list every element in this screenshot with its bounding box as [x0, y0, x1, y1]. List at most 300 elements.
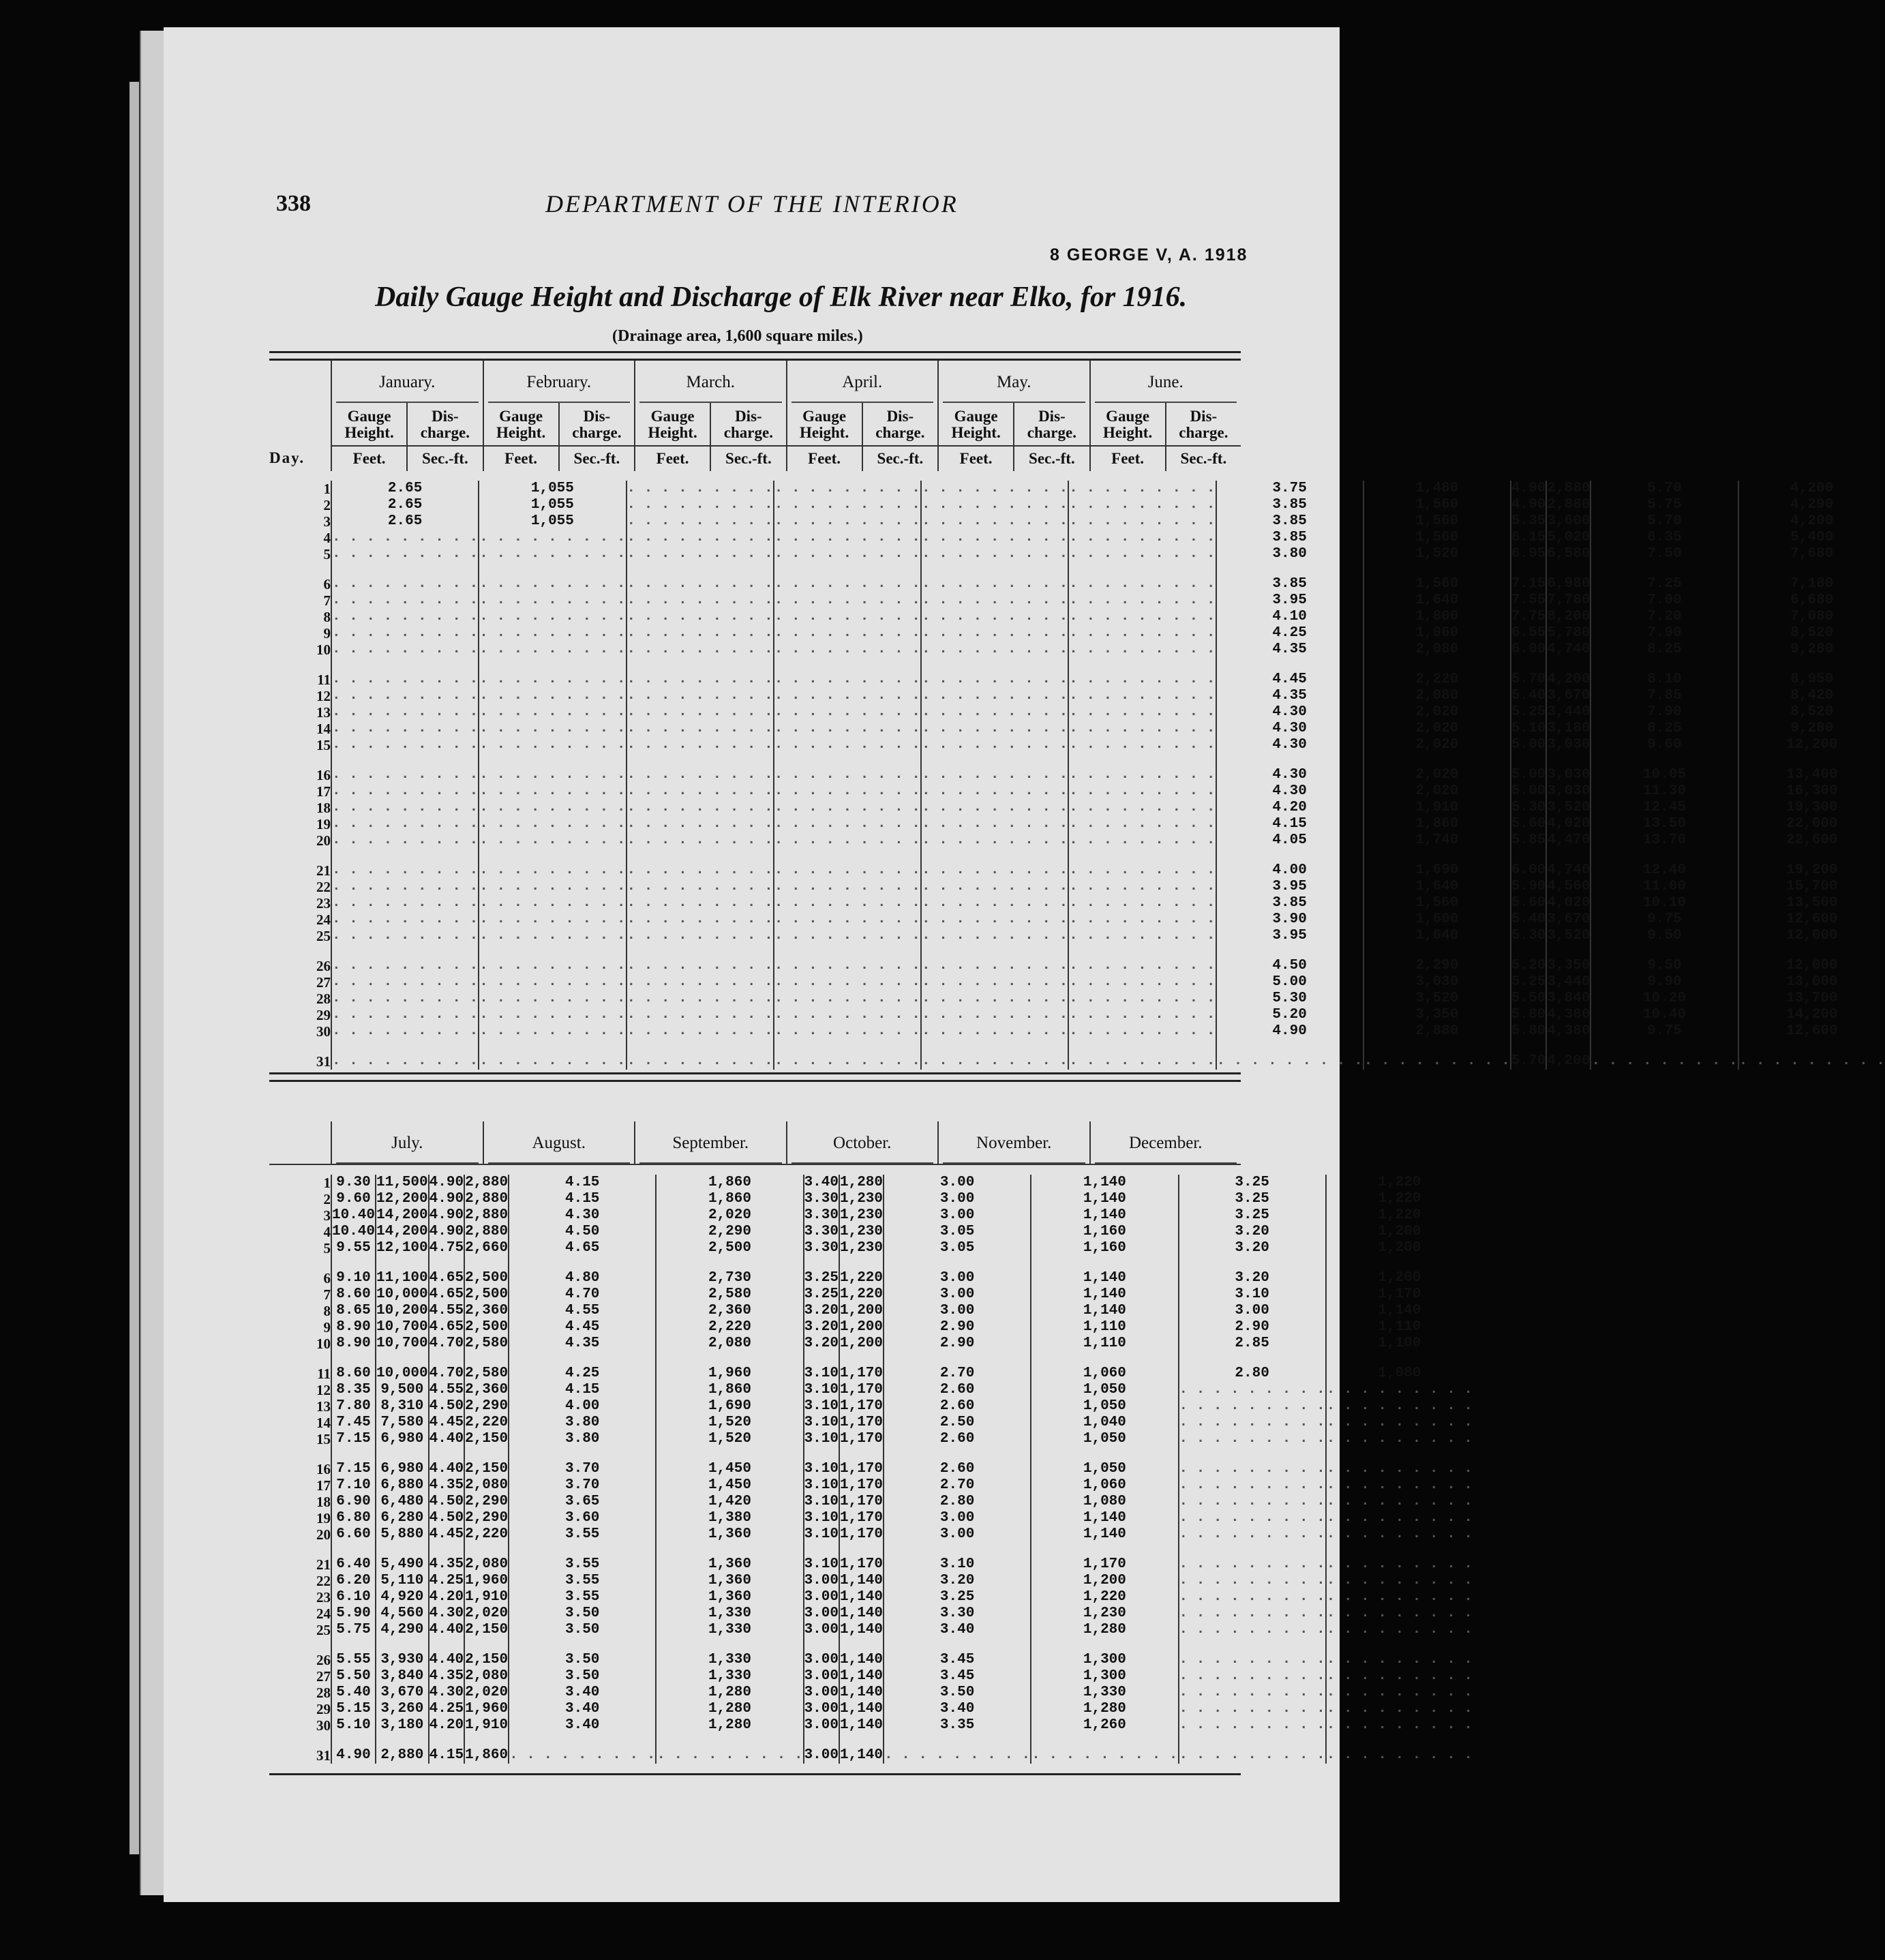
group-gap	[922, 849, 1068, 862]
empty-cell: . . . . . . . . .	[922, 513, 1068, 529]
gauge-value: 12.40	[1643, 862, 1687, 878]
discharge-value: 19,300	[1786, 800, 1838, 815]
gauge-height-label: Gauge Height.	[1103, 408, 1153, 441]
empty-cell: . . . . . . . . .	[774, 958, 920, 974]
empty-cell: . . . . . . . . .	[922, 1007, 1068, 1023]
gauge-value: 2.70	[939, 1477, 975, 1493]
discharge-value: 4,200	[1547, 672, 1590, 687]
discharge-column	[1738, 481, 1885, 1070]
group-gap	[1547, 1040, 1590, 1053]
discharge-value: 1,690	[1415, 862, 1459, 878]
gauge-value: 3.50	[564, 1668, 600, 1684]
discharge-value: 7,780	[1547, 592, 1590, 608]
empty-cell: . . . . . . . . .	[479, 800, 626, 815]
discharge-value: 8,520	[1790, 625, 1834, 641]
gauge-value: 4.05	[1272, 832, 1307, 848]
gauge-column	[1217, 481, 1363, 1070]
discharge-value: 1,740	[1415, 832, 1459, 848]
day-number: 21	[316, 1556, 331, 1573]
discharge-value: 1,280	[708, 1701, 751, 1717]
discharge-value: 1,860	[1415, 816, 1459, 832]
empty-cell: . . . . . . . . .	[1363, 1053, 1510, 1069]
discharge-value: 5,400	[1790, 530, 1834, 545]
empty-cell: . . . . . . . . .	[1069, 862, 1216, 878]
discharge-value: 4,290	[1790, 497, 1834, 513]
feet-label: Feet.	[787, 445, 862, 471]
group-gap	[1327, 1352, 1473, 1366]
group-gap	[627, 562, 773, 576]
month-values-1	[331, 481, 626, 1070]
discharge-value: 4,380	[1547, 1023, 1590, 1039]
empty-cell: . . . . . . . . .	[922, 895, 1068, 911]
gauge-value: 3.10	[804, 1461, 839, 1477]
discharge-value: 1,220	[1083, 1589, 1126, 1605]
day-number: 1	[323, 481, 331, 497]
empty-cell: . . . . . . . . .	[922, 991, 1068, 1006]
day-number: 19	[316, 816, 331, 832]
gauge-value: 4.35	[564, 1336, 600, 1351]
empty-cell: . . . . . . . . .	[627, 737, 773, 753]
group-gap	[1179, 1638, 1325, 1652]
discharge-value: 1,360	[708, 1556, 751, 1572]
group-gap	[332, 1638, 375, 1652]
day-number: 26	[316, 1652, 331, 1668]
discharge-value: 1,690	[708, 1398, 751, 1414]
empty-cell: . . . . . . . . .	[479, 576, 626, 592]
empty-cell: . . . . . . . . .	[1069, 530, 1216, 545]
gauge-value: 4.75	[429, 1240, 464, 1256]
empty-cell: . . . . . . . . .	[1069, 481, 1216, 496]
group-gap	[657, 1447, 802, 1461]
gauge-value: 2.65	[387, 513, 423, 529]
group-gap	[1547, 658, 1590, 672]
discharge-value: 1,860	[708, 1382, 751, 1398]
group-gap	[840, 1734, 883, 1747]
group-gap	[429, 1734, 464, 1747]
empty-cell: . . . . . . . . .	[1179, 1668, 1325, 1684]
page	[164, 27, 1885, 1902]
discharge-value: 2,150	[465, 1461, 509, 1477]
discharge-value: 1,200	[840, 1303, 884, 1318]
discharge-value: 12,600	[1786, 911, 1838, 927]
gauge-value: 8.35	[336, 1382, 371, 1398]
discharge-value: 1,060	[1083, 1477, 1126, 1493]
group-gap	[269, 1734, 331, 1747]
discharge-value: 1,200	[1378, 1270, 1421, 1286]
empty-cell: . . . . . . . . .	[627, 497, 773, 513]
secft-label: Sec.-ft.	[862, 445, 937, 471]
discharge-value: 10,000	[376, 1366, 428, 1381]
group-gap	[1069, 562, 1215, 576]
gauge-value: 3.10	[804, 1382, 839, 1398]
gauge-value: 6.95	[1511, 546, 1546, 562]
gauge-value: 6.00	[1511, 862, 1546, 878]
gauge-value: 3.10	[804, 1366, 839, 1381]
day-number: 16	[316, 1461, 331, 1477]
day-number: 3	[323, 513, 331, 530]
empty-cell: . . . . . . . . .	[627, 592, 773, 608]
gauge-value: 4.35	[429, 1477, 464, 1493]
discharge-value: 6,580	[1547, 546, 1590, 562]
discharge-value: 1,910	[1415, 800, 1459, 815]
day-number: 20	[316, 1526, 331, 1543]
group-gap	[884, 1543, 1030, 1556]
month-name: January.	[336, 361, 479, 403]
discharge-value: 1,110	[1378, 1319, 1421, 1335]
group-gap	[376, 1734, 428, 1747]
gauge-value: 9.75	[1647, 1023, 1682, 1039]
discharge-value: 1,080	[1083, 1494, 1126, 1509]
gauge-value: 6.35	[1647, 530, 1682, 545]
day-number: 25	[316, 928, 331, 944]
empty-cell: . . . . . . . . .	[1069, 832, 1216, 848]
discharge-value: 4,380	[1547, 1007, 1590, 1023]
discharge-value: 2,290	[708, 1224, 751, 1239]
month-values-3	[508, 1175, 803, 1764]
empty-cell: . . . . . . . . .	[1179, 1652, 1325, 1668]
empty-cell: . . . . . . . . .	[1326, 1526, 1473, 1542]
day-number: 11	[317, 1366, 331, 1382]
empty-cell: . . . . . . . . .	[774, 974, 920, 990]
discharge-value: 4,200	[1790, 513, 1834, 529]
gauge-value: 3.90	[1272, 911, 1307, 927]
group-gap	[922, 1040, 1068, 1053]
discharge-value: 2,080	[708, 1336, 751, 1351]
column-subheaders	[1091, 403, 1241, 445]
discharge-value: 1,220	[1378, 1207, 1421, 1223]
discharge-value: 1,140	[1083, 1191, 1126, 1207]
empty-cell: . . . . . . . . .	[922, 530, 1068, 545]
empty-cell: . . . . . . . . .	[332, 958, 479, 974]
secft-label: Sec.-ft.	[710, 445, 785, 471]
day-number: 3	[323, 1207, 331, 1224]
gauge-value: 2.80	[1235, 1366, 1269, 1381]
gauge-value: 5.20	[1272, 1007, 1307, 1023]
discharge-value: 2,880	[1547, 481, 1590, 496]
empty-cell: . . . . . . . . .	[1069, 800, 1216, 815]
gauge-value: 2.90	[939, 1319, 975, 1335]
day-number: 16	[316, 767, 331, 783]
discharge-value: 1,280	[708, 1717, 751, 1733]
empty-cell: . . . . . . . . .	[774, 546, 920, 562]
discharge-value: 2,660	[465, 1240, 509, 1256]
discharge-value: 1,170	[840, 1382, 884, 1398]
discharge-value: 11,100	[376, 1270, 428, 1286]
discharge-value: 7,180	[1790, 576, 1834, 592]
gauge-value: 4.45	[1272, 672, 1307, 687]
gauge-value: 3.40	[804, 1175, 839, 1190]
discharge-label: Dis- charge.	[862, 403, 937, 445]
gauge-value: 3.70	[564, 1461, 600, 1477]
day-number: 5	[323, 1240, 331, 1256]
group-gap	[657, 1256, 802, 1270]
group-gap	[332, 1256, 375, 1270]
discharge-value: 1,230	[840, 1207, 884, 1223]
gauge-value: 9.30	[336, 1175, 371, 1190]
gauge-value: 5.80	[1511, 1007, 1546, 1023]
discharge-value: 2,580	[465, 1336, 509, 1351]
discharge-value: 3,030	[1547, 737, 1590, 753]
day-number: 31	[316, 1053, 331, 1070]
group-gap	[1547, 849, 1590, 862]
discharge-value: 1,055	[530, 481, 574, 496]
empty-cell: . . . . . . . . .	[332, 800, 479, 815]
discharge-value: 2,020	[1415, 767, 1459, 783]
group-gap	[774, 1040, 920, 1053]
gauge-value: 5.10	[1511, 721, 1546, 736]
gauge-value: 3.20	[1235, 1270, 1269, 1286]
gauge-value: 3.85	[1272, 576, 1307, 592]
gauge-height-label: Gauge Height.	[800, 408, 849, 441]
gauge-value: 3.10	[804, 1431, 839, 1447]
day-number: 17	[316, 783, 331, 800]
group-gap	[1591, 1040, 1737, 1053]
month-name: October.	[791, 1121, 934, 1164]
day-number: 10	[316, 642, 331, 658]
discharge-value: 1,560	[1415, 530, 1459, 545]
group-gap	[804, 1734, 839, 1747]
empty-cell: . . . . . . . . .	[774, 481, 920, 496]
gauge-value: 7.00	[1647, 592, 1682, 608]
empty-cell: . . . . . . . . .	[627, 816, 773, 832]
gauge-value: 3.20	[804, 1319, 839, 1335]
day-number: 13	[316, 1398, 331, 1415]
discharge-value: 9,280	[1790, 642, 1834, 657]
empty-cell: . . . . . . . . .	[479, 767, 626, 783]
gauge-value: 4.20	[1272, 800, 1307, 815]
gauge-value: 5.80	[1511, 1023, 1546, 1039]
discharge-value: 1,140	[1083, 1510, 1126, 1526]
gauge-value: 4.15	[564, 1382, 600, 1398]
group-gap	[332, 1734, 375, 1747]
discharge-value: 4,200	[1790, 481, 1834, 496]
empty-cell: . . . . . . . . .	[922, 609, 1068, 624]
group-gap	[1217, 562, 1363, 576]
group-gap	[479, 1040, 625, 1053]
group-gap	[1511, 562, 1545, 576]
gauge-value: 4.15	[564, 1175, 600, 1190]
gauge-value: 6.90	[336, 1494, 371, 1509]
discharge-value: 1,560	[1415, 895, 1459, 911]
gauge-value: 3.30	[804, 1224, 839, 1239]
empty-cell: . . . . . . . . .	[479, 862, 626, 878]
discharge-value: 4,200	[1547, 1053, 1590, 1069]
gauge-height-label: Gauge Height.	[648, 408, 697, 441]
month-header-1	[331, 361, 483, 471]
empty-cell: . . . . . . . . .	[922, 672, 1068, 687]
empty-cell: . . . . . . . . .	[774, 576, 920, 592]
day-number: 30	[316, 1717, 331, 1734]
discharge-value: 1,140	[1083, 1526, 1126, 1542]
discharge-value: 2,220	[465, 1415, 509, 1430]
discharge-value: 13,000	[1786, 974, 1838, 990]
gauge-value: 3.25	[1235, 1175, 1269, 1190]
group-gap	[269, 944, 331, 958]
discharge-value: 1,140	[840, 1605, 884, 1621]
column-subheaders	[787, 403, 938, 445]
gauge-value: 8.60	[336, 1366, 371, 1381]
gauge-column	[1511, 481, 1545, 1070]
group-gap	[884, 1638, 1030, 1652]
discharge-value: 1,520	[708, 1415, 751, 1430]
group-gap	[1069, 753, 1215, 767]
empty-cell: . . . . . . . . .	[774, 688, 920, 704]
gauge-value: 3.00	[804, 1668, 839, 1684]
gauge-value: 5.90	[1511, 879, 1546, 894]
discharge-value: 3,180	[380, 1717, 424, 1733]
header-row	[269, 1121, 1241, 1164]
group-gap	[840, 1638, 883, 1652]
empty-cell: . . . . . . . . .	[1326, 1382, 1473, 1398]
gauge-value: 5.60	[1511, 895, 1546, 911]
discharge-value: 8,420	[1790, 688, 1834, 704]
gauge-value: 4.65	[429, 1270, 464, 1286]
month-values-6	[1178, 1175, 1473, 1764]
gauge-value: 3.00	[1235, 1303, 1269, 1318]
discharge-value: 2,020	[1415, 737, 1459, 753]
discharge-value: 1,910	[465, 1717, 509, 1733]
empty-cell: . . . . . . . . .	[1326, 1685, 1473, 1700]
group-gap	[332, 944, 478, 958]
discharge-value: 3,180	[1547, 721, 1590, 736]
day-number: 26	[316, 958, 331, 974]
group-gap	[1031, 1638, 1177, 1652]
discharge-value: 1,140	[840, 1652, 884, 1668]
gauge-value: 5.40	[1511, 911, 1546, 927]
group-gap	[922, 658, 1068, 672]
discharge-value: 1,170	[840, 1415, 884, 1430]
group-gap	[269, 849, 331, 862]
discharge-value: 1,220	[840, 1286, 884, 1302]
group-gap	[627, 753, 773, 767]
discharge-value: 2,080	[465, 1556, 509, 1572]
month-name: April.	[791, 361, 934, 403]
gauge-value: 4.30	[1272, 721, 1307, 736]
empty-cell: . . . . . . . . .	[1069, 1007, 1216, 1023]
discharge-value: 1,520	[708, 1431, 751, 1447]
gauge-value: 3.20	[1235, 1240, 1269, 1256]
discharge-label: Dis- charge.	[710, 403, 785, 445]
day-number: 17	[316, 1477, 331, 1494]
feet-label: Feet.	[484, 445, 558, 471]
discharge-value: 2,580	[465, 1366, 509, 1381]
gauge-value: 5.00	[1511, 783, 1546, 799]
units-row	[939, 445, 1089, 471]
discharge-value: 1,055	[530, 497, 574, 513]
day-number: 18	[316, 1494, 331, 1510]
gauge-value: 7.85	[1647, 688, 1682, 704]
gauge-value: 13.50	[1643, 816, 1687, 832]
discharge-value: 1,450	[708, 1461, 751, 1477]
empty-cell: . . . . . . . . .	[922, 688, 1068, 704]
gauge-value: 3.05	[939, 1224, 975, 1239]
day-number: 12	[316, 688, 331, 704]
empty-cell: . . . . . . . . .	[1069, 642, 1216, 657]
discharge-value: 5,110	[380, 1573, 424, 1588]
empty-cell: . . . . . . . . .	[332, 895, 479, 911]
gauge-value: 4.90	[429, 1224, 464, 1239]
empty-cell: . . . . . . . . .	[1069, 991, 1216, 1006]
gauge-value: 3.10	[804, 1477, 839, 1493]
empty-cell: . . . . . . . . .	[774, 1007, 920, 1023]
day-number: 21	[316, 862, 331, 879]
discharge-value: 2,150	[465, 1622, 509, 1638]
gauge-value: 5.70	[1647, 513, 1682, 529]
discharge-value: 2,080	[1415, 688, 1459, 704]
discharge-value: 12,000	[1786, 958, 1838, 974]
empty-cell: . . . . . . . . .	[774, 497, 920, 513]
day-number: 22	[316, 1573, 331, 1589]
group-gap	[465, 1256, 508, 1270]
gauge-value: 7.75	[1511, 609, 1546, 624]
empty-cell: . . . . . . . . .	[332, 546, 479, 562]
group-gap	[840, 1543, 883, 1556]
empty-cell: . . . . . . . . .	[627, 911, 773, 927]
empty-cell: . . . . . . . . .	[1179, 1510, 1325, 1526]
day-number: 9	[323, 1319, 331, 1336]
discharge-value: 1,960	[1415, 625, 1459, 641]
empty-cell: . . . . . . . . .	[922, 737, 1068, 753]
day-column-spacer	[269, 1121, 331, 1164]
discharge-value: 2,290	[465, 1494, 509, 1509]
gauge-value: 4.35	[429, 1556, 464, 1572]
group-gap	[774, 849, 920, 862]
empty-cell: . . . . . . . . .	[1069, 737, 1216, 753]
discharge-column	[375, 1175, 428, 1764]
group-gap	[1511, 944, 1545, 958]
header-row	[269, 361, 1241, 471]
gauge-column	[332, 481, 478, 1070]
month-name: February.	[488, 361, 631, 403]
discharge-value: 9,500	[380, 1382, 424, 1398]
gauge-value: 4.70	[429, 1366, 464, 1381]
gauge-value: 6.00	[1511, 642, 1546, 657]
gauge-value: 3.00	[939, 1526, 975, 1542]
group-gap	[465, 1543, 508, 1556]
empty-cell: . . . . . . . . .	[1179, 1589, 1325, 1605]
empty-cell: . . . . . . . . .	[1069, 911, 1216, 927]
empty-cell: . . . . . . . . .	[332, 672, 479, 687]
empty-cell: . . . . . . . . .	[922, 928, 1068, 944]
group-gap	[1179, 1447, 1325, 1461]
empty-cell: . . . . . . . . .	[479, 928, 626, 944]
discharge-value: 1,260	[1083, 1717, 1126, 1733]
gauge-value: 4.90	[429, 1207, 464, 1223]
empty-cell: . . . . . . . . .	[922, 497, 1068, 513]
group-gap	[1591, 944, 1737, 958]
empty-cell: . . . . . . . . .	[627, 991, 773, 1006]
group-gap	[479, 562, 625, 576]
gauge-value: 8.90	[336, 1319, 371, 1335]
empty-cell: . . . . . . . . .	[332, 1007, 479, 1023]
group-gap	[1069, 658, 1215, 672]
gauge-value: 3.00	[939, 1303, 975, 1318]
empty-cell: . . . . . . . . .	[627, 672, 773, 687]
discharge-column	[839, 1175, 883, 1764]
gauge-value: 3.10	[1235, 1286, 1269, 1302]
discharge-value: 10,000	[376, 1286, 428, 1302]
gauge-height-label: Gauge Height.	[496, 408, 546, 441]
gauge-value: 3.00	[939, 1510, 975, 1526]
table-body	[269, 1164, 1473, 1764]
gauge-value: 4.90	[1511, 497, 1546, 513]
group-gap	[1364, 658, 1510, 672]
empty-cell: . . . . . . . . .	[332, 1053, 479, 1069]
gauge-value: 2.60	[939, 1431, 975, 1447]
empty-cell: . . . . . . . . .	[1069, 672, 1216, 687]
group-gap	[269, 1638, 331, 1652]
day-number: 18	[316, 800, 331, 816]
